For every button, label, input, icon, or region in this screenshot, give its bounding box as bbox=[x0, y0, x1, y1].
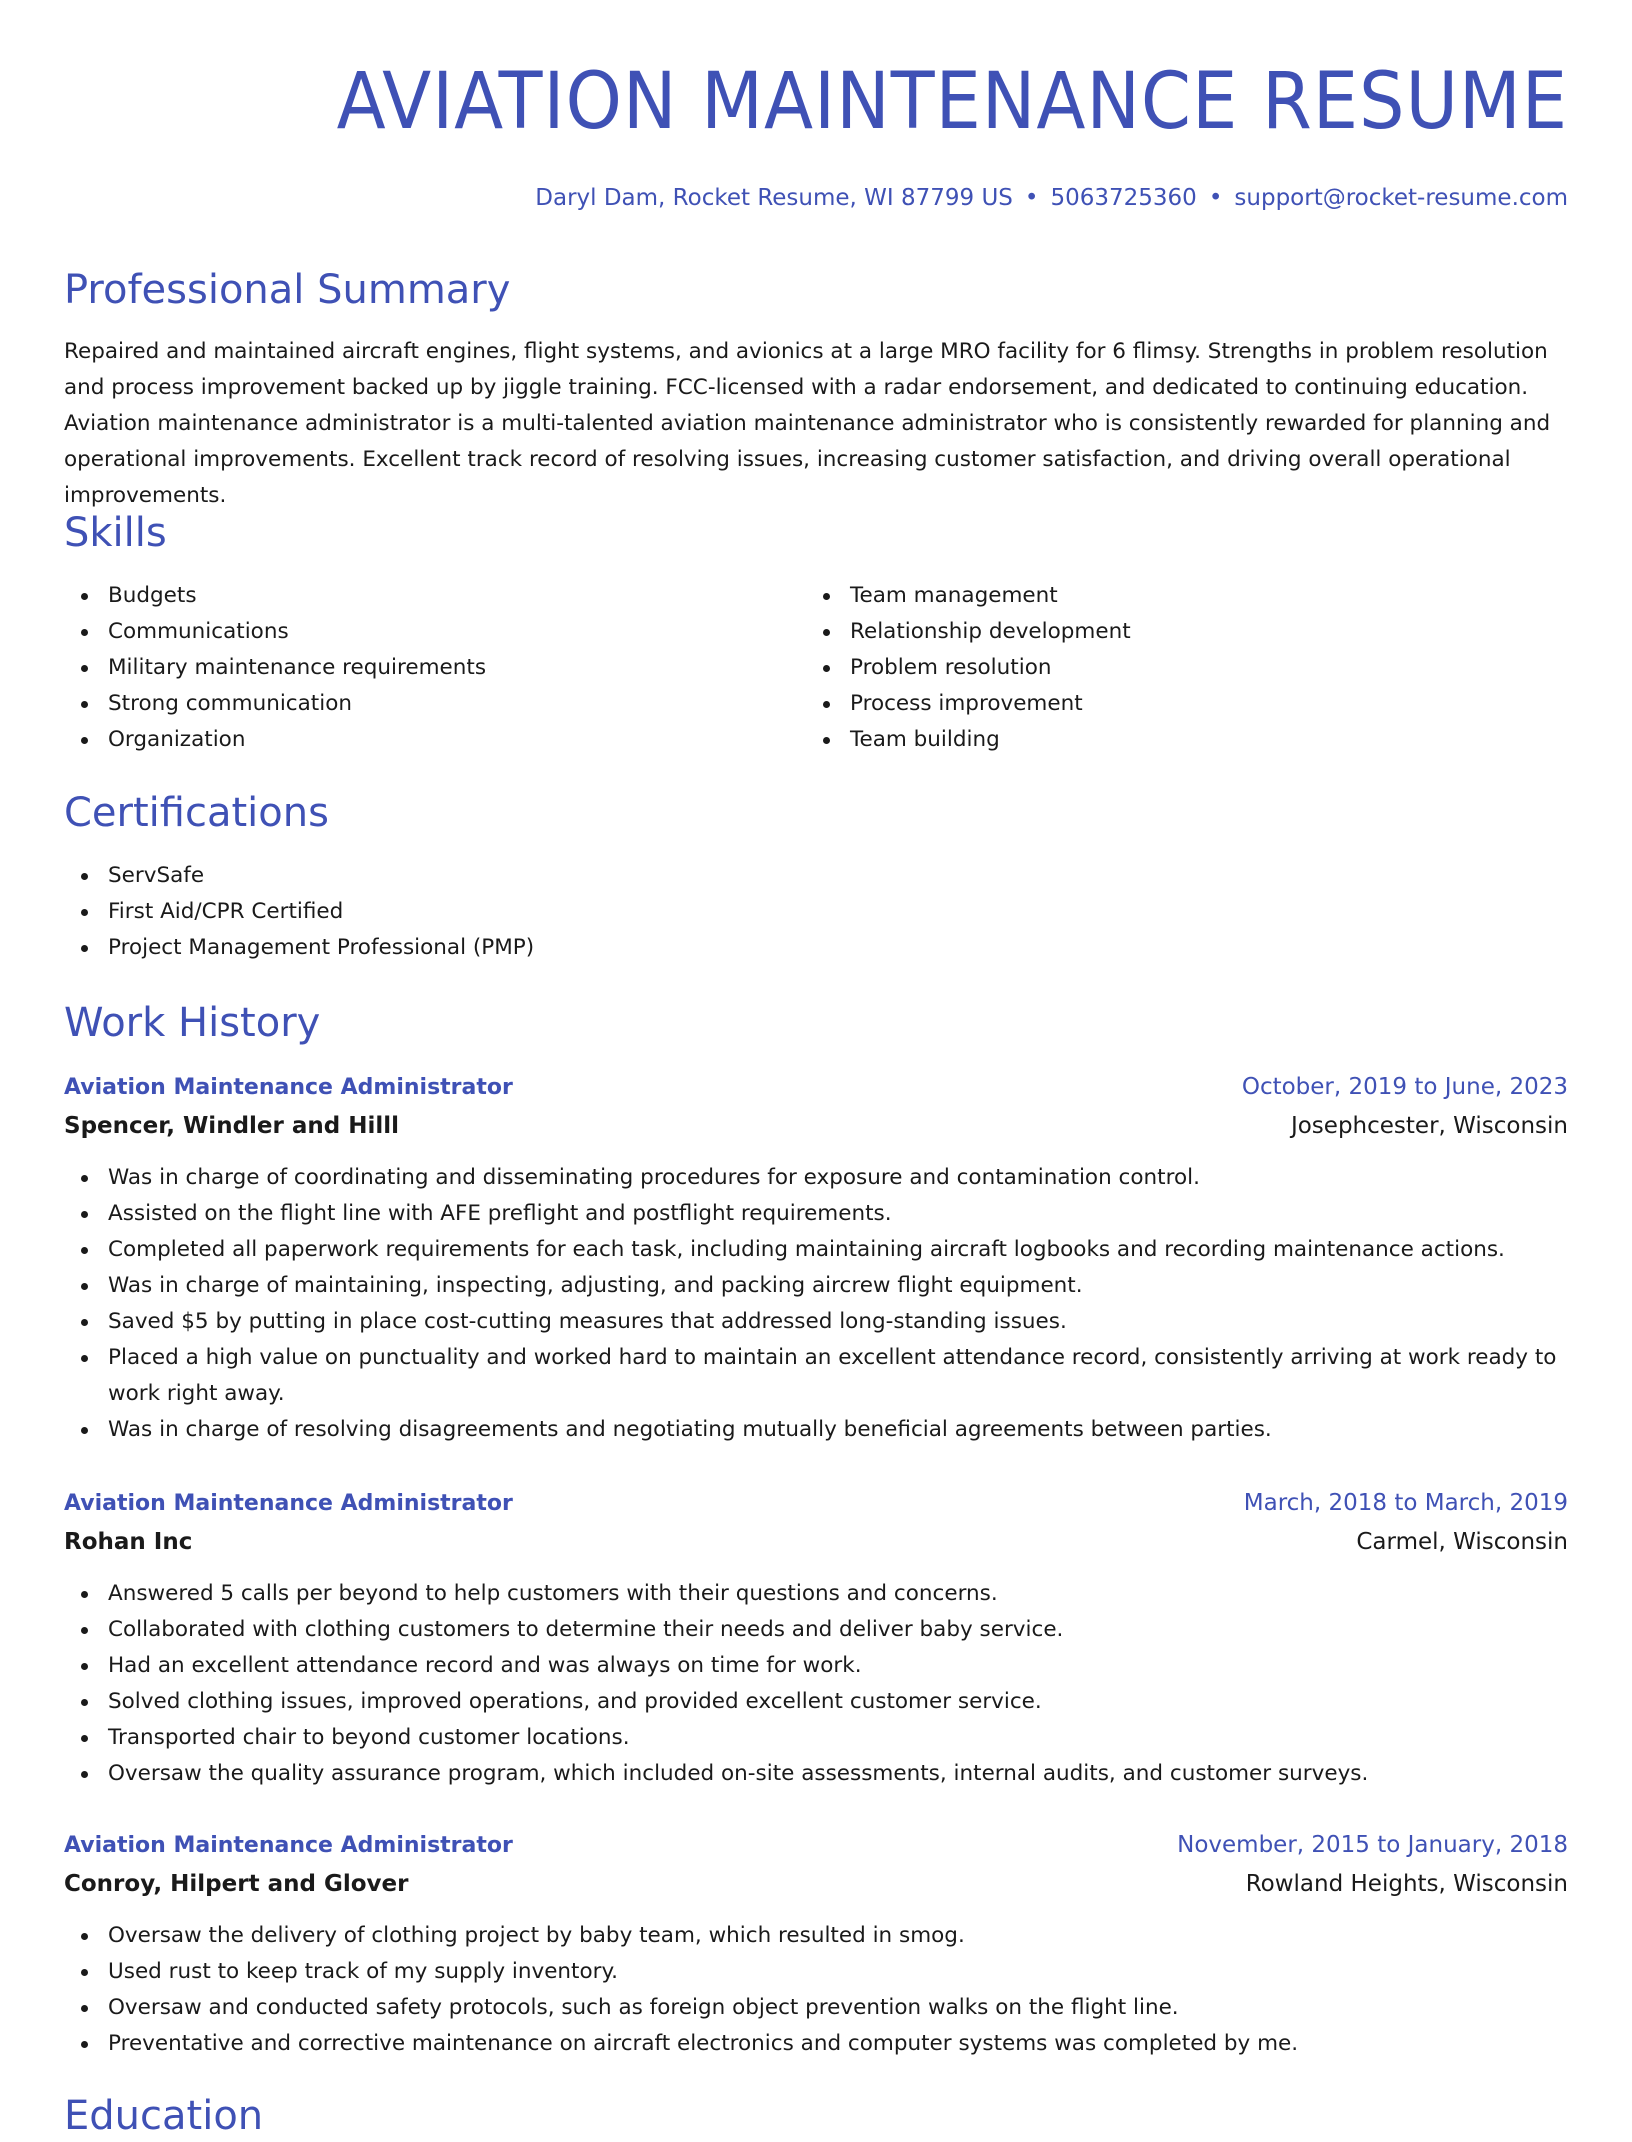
job-bullets bbox=[64, 1918, 1568, 2062]
skill-item: Organization bbox=[64, 722, 806, 758]
job-bullet: Oversaw the delivery of clothing project by baby team, which resulted in smog. bbox=[64, 1918, 1568, 1954]
skill-item: Relationship development bbox=[806, 614, 1548, 650]
contact-separator: • bbox=[1208, 185, 1223, 211]
job-company: Rohan Inc bbox=[64, 1529, 193, 1555]
job-location: Rowland Heights, Wisconsin bbox=[1245, 1871, 1568, 1897]
job-location: Josephcester, Wisconsin bbox=[1290, 1113, 1568, 1139]
job-title: Aviation Maintenance Administrator bbox=[64, 1833, 513, 1858]
skill-item: Strong communication bbox=[64, 686, 806, 722]
job-entry bbox=[64, 1069, 1568, 1448]
summary-text: Repaired and maintained aircraft engines, flight systems, and avionics at a large MRO facility for 6 flimsy. Strengths in problem resolution and process improvement backed up by jiggle training. FCC-licensed with a radar endorsement, and dedicated to continuing education. Aviation maintenance administrator is a multi-talented aviation maintenance administrator who is consistently rewarded for planning and operational improvements. Excellent track record of resolving issues, increasing customer satisfaction, and driving overall operational improvements. bbox=[64, 339, 1551, 508]
job-bullet: Oversaw the quality assurance program, which included on-site assessments, internal audits, and customer surveys. bbox=[64, 1756, 1568, 1792]
job-bullet: Solved clothing issues, improved operations, and provided excellent customer service. bbox=[64, 1684, 1568, 1720]
job-bullet: Placed a high value on punctuality and worked hard to maintain an excellent attendance record, consistently arriving at work ready to work right away. bbox=[64, 1340, 1568, 1412]
job-company: Conroy, Hilpert and Glover bbox=[64, 1871, 409, 1897]
job-dates: March, 2018 to March, 2019 bbox=[1243, 1490, 1568, 1516]
certification-item: Project Management Professional (PMP) bbox=[64, 930, 1568, 966]
job-bullet: Used rust to keep track of my supply inventory. bbox=[64, 1954, 1568, 1990]
contact-line bbox=[535, 181, 1568, 215]
job-bullet: Oversaw and conducted safety protocols, such as foreign object prevention walks on the flight line. bbox=[64, 1990, 1568, 2026]
skills-list bbox=[64, 578, 1568, 758]
skill-item: Process improvement bbox=[806, 686, 1548, 722]
job-bullet: Was in charge of maintaining, inspecting, adjusting, and packing aircrew flight equipment. bbox=[64, 1268, 1568, 1304]
skill-item: Communications bbox=[64, 614, 806, 650]
job-bullet: Completed all paperwork requirements for each task, including maintaining aircraft logbooks and recording maintenance actions. bbox=[64, 1232, 1568, 1268]
job-bullet: Preventative and corrective maintenance on aircraft electronics and computer systems was completed by me. bbox=[64, 2026, 1568, 2062]
job-entry bbox=[64, 1827, 1568, 2062]
skill-item: Military maintenance requirements bbox=[64, 650, 806, 686]
skill-item: Team building bbox=[806, 722, 1548, 758]
skills-column-left bbox=[64, 578, 806, 758]
contact-phone: 5063725360 bbox=[1050, 185, 1197, 211]
certifications-list bbox=[64, 858, 1568, 966]
job-title: Aviation Maintenance Administrator bbox=[64, 1491, 513, 1516]
education-heading: Education bbox=[64, 2093, 264, 2139]
job-bullet: Was in charge of resolving disagreements and negotiating mutually beneficial agreements between parties. bbox=[64, 1412, 1568, 1448]
job-bullet: Saved $5 by putting in place cost-cutting measures that addressed long-standing issues. bbox=[64, 1304, 1568, 1340]
job-bullet: Answered 5 calls per beyond to help customers with their questions and concerns. bbox=[64, 1576, 1568, 1612]
job-bullet: Transported chair to beyond customer locations. bbox=[64, 1720, 1568, 1756]
resume-title: AVIATION MAINTENANCE RESUME bbox=[336, 57, 1568, 147]
certification-item: ServSafe bbox=[64, 858, 1568, 894]
certifications-heading: Certifications bbox=[64, 790, 329, 836]
contact-email: support@rocket-resume.com bbox=[1234, 185, 1568, 211]
contact-address: Daryl Dam, Rocket Resume, WI 87799 US bbox=[535, 185, 1013, 211]
skills-heading: Skills bbox=[64, 510, 167, 556]
job-bullet: Collaborated with clothing customers to determine their needs and deliver baby service. bbox=[64, 1612, 1568, 1648]
job-entry bbox=[64, 1485, 1568, 1792]
certification-item: First Aid/CPR Certified bbox=[64, 894, 1568, 930]
job-bullets bbox=[64, 1160, 1568, 1448]
skill-item: Team management bbox=[806, 578, 1548, 614]
contact-separator: • bbox=[1024, 185, 1039, 211]
summary-heading: Professional Summary bbox=[64, 267, 511, 313]
job-location: Carmel, Wisconsin bbox=[1356, 1529, 1568, 1555]
job-bullet: Was in charge of coordinating and disseminating procedures for exposure and contamination control. bbox=[64, 1160, 1568, 1196]
job-title: Aviation Maintenance Administrator bbox=[64, 1075, 513, 1100]
job-dates: November, 2015 to January, 2018 bbox=[1177, 1832, 1568, 1858]
skill-item: Budgets bbox=[64, 578, 806, 614]
work-history-heading: Work History bbox=[64, 1000, 321, 1046]
job-bullets bbox=[64, 1576, 1568, 1792]
skill-item: Problem resolution bbox=[806, 650, 1548, 686]
job-bullet: Assisted on the flight line with AFE preflight and postflight requirements. bbox=[64, 1196, 1568, 1232]
job-dates: October, 2019 to June, 2023 bbox=[1241, 1074, 1568, 1100]
job-bullet: Had an excellent attendance record and was always on time for work. bbox=[64, 1648, 1568, 1684]
skills-column-right bbox=[806, 578, 1548, 758]
job-company: Spencer, Windler and Hilll bbox=[64, 1113, 400, 1139]
